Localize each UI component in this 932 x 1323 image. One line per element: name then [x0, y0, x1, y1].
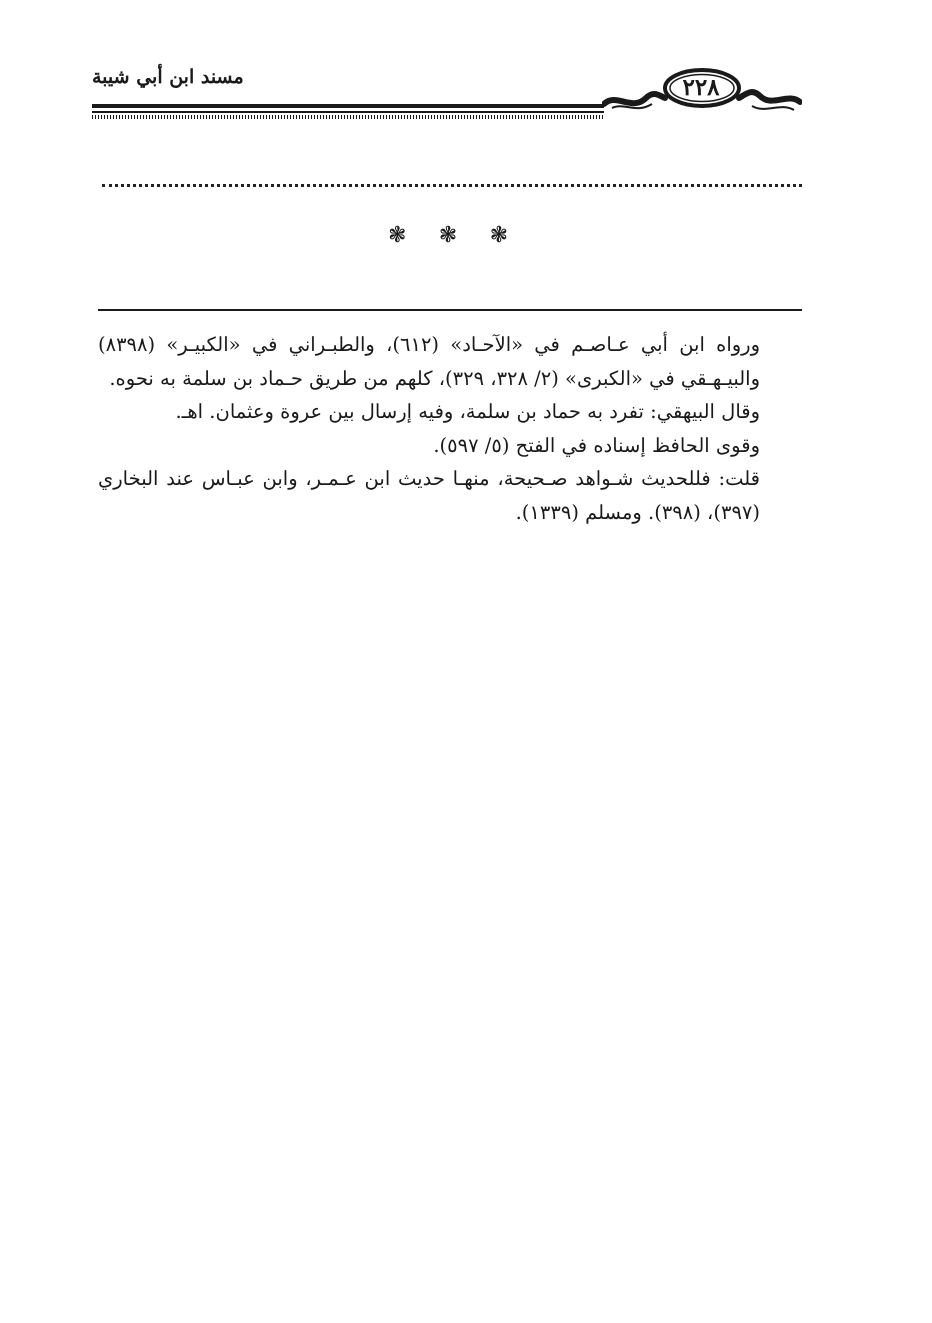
footnote-paragraph: قلت: فللحديث شـواهد صـحيحة، منهـا حديث ابن عـمـر، وابن عبـاس عند البخاري (٣٩٧)، (٣٩٨). ومسلم (١٣٣٩).	[98, 467, 760, 524]
running-title: مسند ابن أبي شيبة	[92, 66, 244, 88]
footnote-rule	[98, 309, 802, 311]
star-ornament-icon: ❃	[489, 223, 508, 248]
header-rule-hatched	[92, 115, 604, 119]
footnotes	[98, 328, 760, 529]
page-number: ٢٢٨	[682, 74, 720, 101]
section-separator-stars	[388, 224, 508, 248]
footnote-paragraph: وقال البيهقي: تفرد به حماد بن سلمة، وفيه إرسال بين عروة وعثمان. اهـ.	[175, 400, 760, 423]
header-rule-thin	[92, 111, 604, 113]
footnote-paragraph: وقوى الحافظ إسناده في الفتح (٥/ ٥٩٧).	[433, 433, 760, 457]
header-rule-thick	[92, 104, 604, 108]
dotted-divider	[102, 184, 802, 187]
star-ornament-icon: ❃	[438, 223, 458, 248]
star-ornament-icon: ❃	[388, 223, 407, 248]
footnote-paragraph: ورواه ابن أبي عـاصـم في «الآحـاد» (٦١٢)، والطبـراني في «الكبيـر» (٨٣٩٨) والبيـهـقي في «الكبرى» (٢/ ٣٢٨، ٣٢٩)، كلهم من طريق حـماد بن سلمة به نحوه.	[98, 333, 761, 390]
